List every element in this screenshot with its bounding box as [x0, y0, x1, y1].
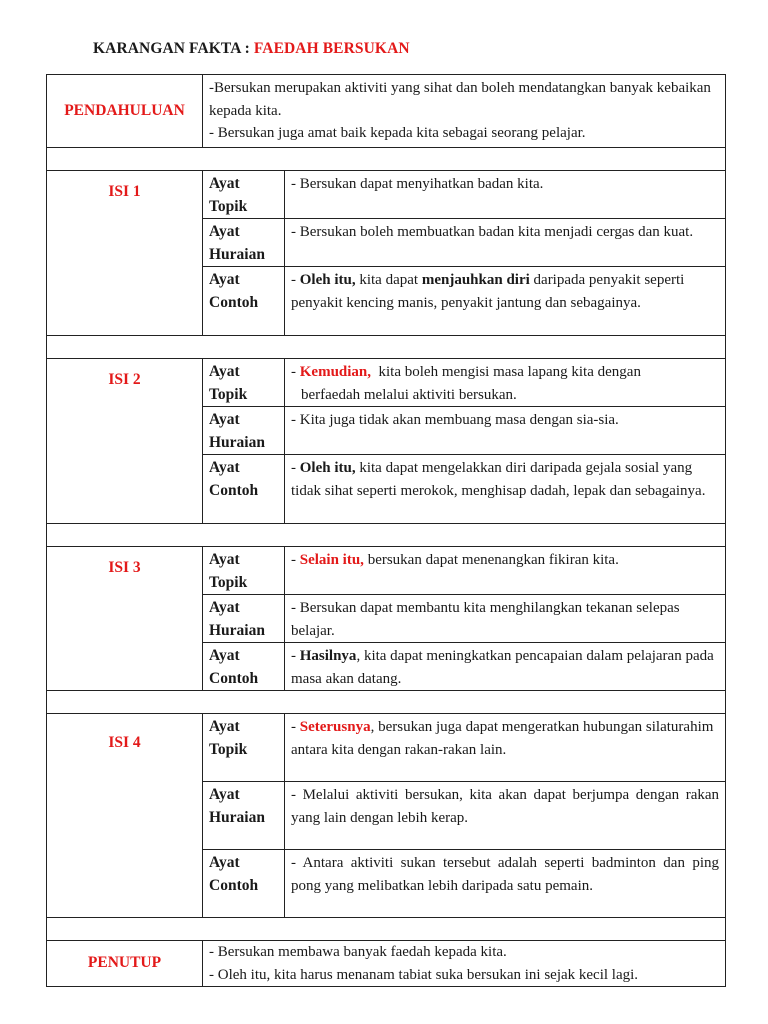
label-ayat-contoh: Ayat Contoh: [203, 850, 285, 918]
section-label-isi1: ISI 1: [47, 171, 203, 336]
dash: -: [291, 460, 300, 476]
row-isi1-topik: [47, 171, 726, 219]
row-isi4-topik: [47, 714, 726, 782]
isi1-topik-text: - Bersukan dapat menyihatkan badan kita.: [285, 171, 726, 219]
keyword-menjauhkan-diri: menjauhkan diri: [421, 272, 530, 288]
label-ayat-topik: Ayat Topik: [203, 547, 285, 595]
dash: -: [291, 648, 300, 664]
spacer-row: [47, 691, 726, 714]
pendahuluan-text: [203, 75, 726, 148]
topik-rest: , bersukan juga dapat mengeratkan hubungan silaturahim antara kita dengan rakan-rakan lain.: [291, 719, 714, 758]
label-ayat-huraian: Ayat Huraian: [203, 219, 285, 267]
isi3-huraian-text: - Bersukan dapat membantu kita menghilangkan tekanan selepas belajar.: [285, 595, 726, 643]
row-pendahuluan: [47, 75, 726, 148]
label-ayat-huraian: Ayat Huraian: [203, 595, 285, 643]
label-ayat-huraian: Ayat Huraian: [203, 782, 285, 850]
row-isi2-topik: [47, 359, 726, 407]
penutup-line2: - Oleh itu, kita harus menanam tabiat suka bersukan ini sejak kecil lagi.: [209, 966, 639, 983]
keyword-hasilnya: Hasilnya: [299, 648, 357, 664]
dash: -: [291, 364, 300, 380]
isi2-topik-text: [285, 359, 726, 407]
page-title: [93, 40, 410, 58]
isi1-huraian-text: - Bersukan boleh membuatkan badan kita menjadi cergas dan kuat.: [285, 219, 726, 267]
dash: -: [291, 552, 300, 568]
contoh-rest: daripada penyakit seperti penyakit kencing manis, penyakit jantung dan sebagainya.: [291, 272, 685, 311]
section-label-pendahuluan: PENDAHULUAN: [47, 75, 203, 148]
isi3-contoh-text: [285, 643, 726, 691]
section-label-penutup: PENUTUP: [47, 941, 203, 987]
isi3-topik-text: [285, 547, 726, 595]
isi2-huraian-text: - Kita juga tidak akan membuang masa dengan sia-sia.: [285, 407, 726, 455]
spacer-row: [47, 336, 726, 359]
keyword-oleh-itu: Oleh itu,: [299, 460, 356, 476]
isi4-contoh-text: - Antara aktiviti sukan tersebut adalah seperti badminton dan ping pong yang melibatkan lebih daripada satu pemain.: [285, 850, 726, 918]
label-ayat-topik: Ayat Topik: [203, 359, 285, 407]
keyword-kemudian: Kemudian,: [299, 364, 372, 380]
contoh-rest: kita dapat mengelakkan diri daripada gejala sosial yang tidak sihat seperti merokok, menghisap dadah, lepak dan sebagainya.: [291, 460, 706, 499]
contoh-rest: , kita dapat meningkatkan pencapaian dalam pelajaran pada masa akan datang.: [291, 648, 714, 687]
spacer-row: [47, 918, 726, 941]
label-ayat-contoh: Ayat Contoh: [203, 643, 285, 691]
section-label-isi2: ISI 2: [47, 359, 203, 524]
keyword-seterusnya: Seterusnya: [299, 719, 371, 735]
topik-rest2: berfaedah melalui aktiviti bersukan.: [301, 386, 517, 403]
label-ayat-contoh: Ayat Contoh: [203, 455, 285, 524]
label-ayat-topik: Ayat Topik: [203, 171, 285, 219]
label-ayat-huraian: Ayat Huraian: [203, 407, 285, 455]
keyword-selain-itu: Selain itu,: [299, 552, 364, 568]
keyword-oleh-itu: Oleh itu,: [299, 272, 356, 288]
essay-outline-table: [46, 74, 726, 987]
dash: -: [291, 719, 300, 735]
contoh-mid: kita dapat: [355, 272, 422, 288]
title-prefix: KARANGAN FAKTA :: [93, 40, 254, 57]
penutup-line1: - Bersukan membawa banyak faedah kepada kita.: [209, 944, 507, 960]
row-penutup: [47, 941, 726, 987]
dash: -: [291, 272, 300, 288]
title-topic: FAEDAH BERSUKAN: [253, 40, 410, 57]
isi2-contoh-text: [285, 455, 726, 524]
label-ayat-topik: Ayat Topik: [203, 714, 285, 782]
label-ayat-contoh: Ayat Contoh: [203, 267, 285, 336]
topik-rest1: kita boleh mengisi masa lapang kita dengan: [371, 364, 641, 380]
pendahuluan-line1: -Bersukan merupakan aktiviti yang sihat dan boleh mendatangkan banyak kebaikan kepada kita.: [209, 80, 711, 119]
isi1-contoh-text: [285, 267, 726, 336]
pendahuluan-line2: - Bersukan juga amat baik kepada kita sebagai seorang pelajar.: [209, 125, 586, 141]
row-isi3-topik: [47, 547, 726, 595]
spacer-row: [47, 524, 726, 547]
section-label-isi3: ISI 3: [47, 547, 203, 691]
section-label-isi4: ISI 4: [47, 714, 203, 918]
isi4-huraian-text: - Melalui aktiviti bersukan, kita akan dapat berjumpa dengan rakan yang lain dengan lebih kerap.: [285, 782, 726, 850]
topik-rest: bersukan dapat menenangkan fikiran kita.: [363, 552, 619, 568]
spacer-row: [47, 148, 726, 171]
isi4-topik-text: [285, 714, 726, 782]
penutup-text: [203, 941, 726, 987]
